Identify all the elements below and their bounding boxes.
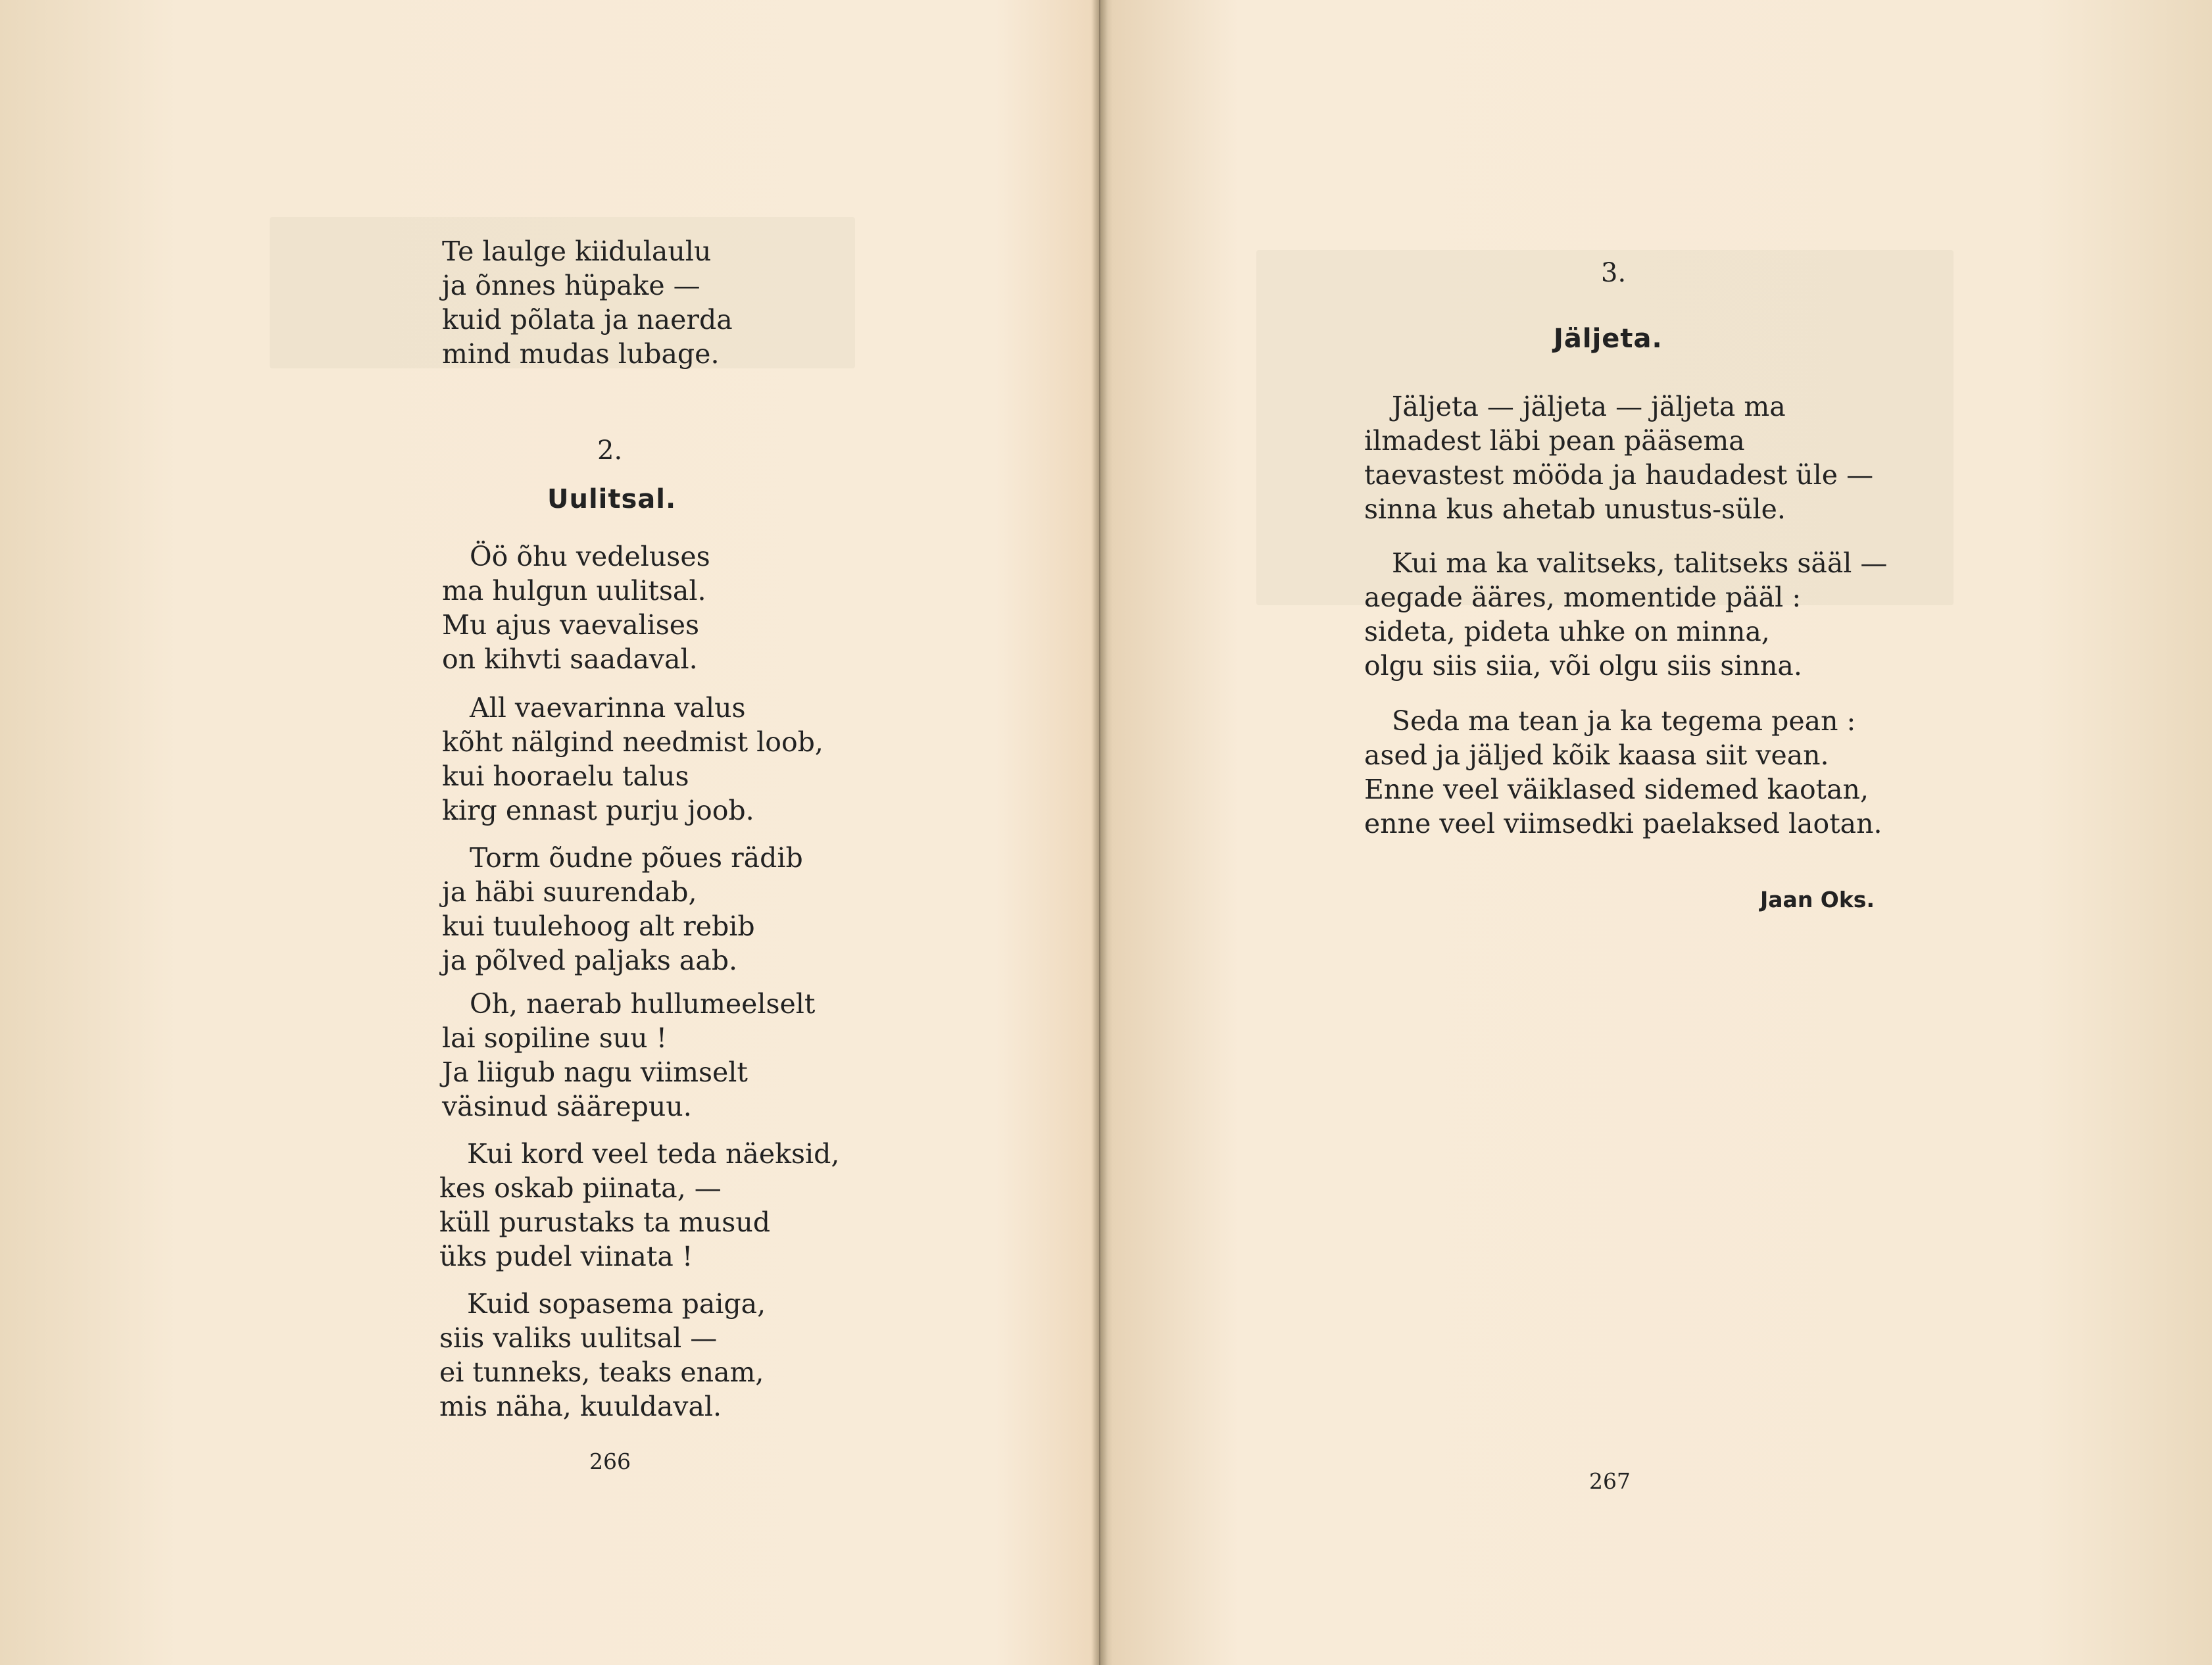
verse-line: üks pudel viinata !: [439, 1241, 693, 1272]
verse-line: aegade ääres, momentide pääl :: [1364, 582, 1802, 613]
stanza: [442, 987, 815, 1124]
verse-line: sideta, pideta uhke on minna,: [1364, 616, 1770, 647]
verse-line: ja häbi suurendab,: [442, 876, 697, 908]
stanza: [442, 841, 803, 978]
verse-line: Torm õudne põues rädib: [470, 842, 803, 874]
verse-line: küll purustaks ta musud: [439, 1206, 770, 1238]
verse-line: kui hooraelu talus: [442, 760, 689, 792]
verse-line: väsinud säärepuu.: [442, 1091, 692, 1122]
verse-line: taevastest mööda ja haudadest üle —: [1364, 459, 1874, 491]
section-number: 2.: [597, 435, 623, 466]
verse-line: mis näha, kuuldaval.: [439, 1391, 722, 1422]
verse-line: Kui ma ka valitseks, talitseks sääl —: [1392, 547, 1888, 579]
verse-line: Öö õhu vedeluses: [470, 541, 710, 572]
verse-line: ja õnnes hüpake —: [442, 270, 700, 301]
section-number: 3.: [1601, 258, 1627, 288]
page-number: 267: [1589, 1468, 1631, 1494]
verse-line: Seda ma tean ja ka tegema pean :: [1392, 705, 1856, 737]
verse-line: kõht nälgind needmist loob,: [442, 726, 823, 758]
author-signature: Jaan Oks.: [1760, 887, 1875, 912]
verse-line: Mu ajus vaevalises: [442, 609, 700, 641]
verse-line: Oh, naerab hullumeelselt: [470, 988, 816, 1020]
verse-line: mind mudas lubage.: [442, 338, 720, 370]
stanza: [442, 691, 823, 828]
verse-line: Ja liigub nagu viimselt: [442, 1056, 748, 1088]
verse-line: Kuid sopasema paiga,: [467, 1288, 766, 1320]
verse-line: Jäljeta — jäljeta — jäljeta ma: [1392, 391, 1786, 422]
stanza: [1364, 704, 1882, 841]
verse-line: ilmadest läbi pean pääsema: [1364, 425, 1745, 457]
stanza: [442, 539, 710, 676]
verse-line: ased ja jäljed kõik kaasa siit vean.: [1364, 739, 1829, 771]
page-number: 266: [589, 1449, 631, 1474]
verse-line: kirg ennast purju joob.: [442, 795, 754, 826]
stanza: [1364, 389, 1873, 526]
verse-line: olgu siis siia, või olgu siis sinna.: [1364, 650, 1802, 682]
verse-line: on kihvti saadaval.: [442, 643, 698, 675]
stanza: [1364, 546, 1887, 683]
verse-line: All vaevarinna valus: [470, 692, 746, 724]
verse-line: Kui kord veel teda näeksid,: [467, 1138, 840, 1170]
poem-title: Jäljeta.: [1554, 324, 1663, 354]
verse-line: ja põlved paljaks aab.: [442, 945, 737, 976]
verse-line: siis valiks uulitsal —: [439, 1322, 718, 1354]
verse-line: kuid põlata ja naerda: [442, 304, 733, 335]
stanza: [439, 1287, 766, 1424]
verse-line: Te laulge kiidulaulu: [442, 236, 712, 267]
intro-stanza: [442, 234, 733, 371]
verse-line: sinna kus ahetab unustus-süle.: [1364, 493, 1786, 525]
verse-line: ei tunneks, teaks enam,: [439, 1356, 764, 1388]
verse-line: kui tuulehoog alt rebib: [442, 910, 755, 942]
verse-line: enne veel viimsedki paelaksed laotan.: [1364, 808, 1882, 839]
verse-line: kes oskab piinata, —: [439, 1172, 722, 1204]
stanza: [439, 1137, 839, 1274]
verse-line: Enne veel väiklased sidemed kaotan,: [1364, 774, 1869, 805]
verse-line: lai sopiline suu !: [442, 1022, 668, 1054]
verse-line: ma hulgun uulitsal.: [442, 575, 706, 607]
left-page: [0, 0, 1098, 1665]
right-page: [1112, 0, 2212, 1665]
poem-title: Uulitsal.: [547, 484, 677, 514]
